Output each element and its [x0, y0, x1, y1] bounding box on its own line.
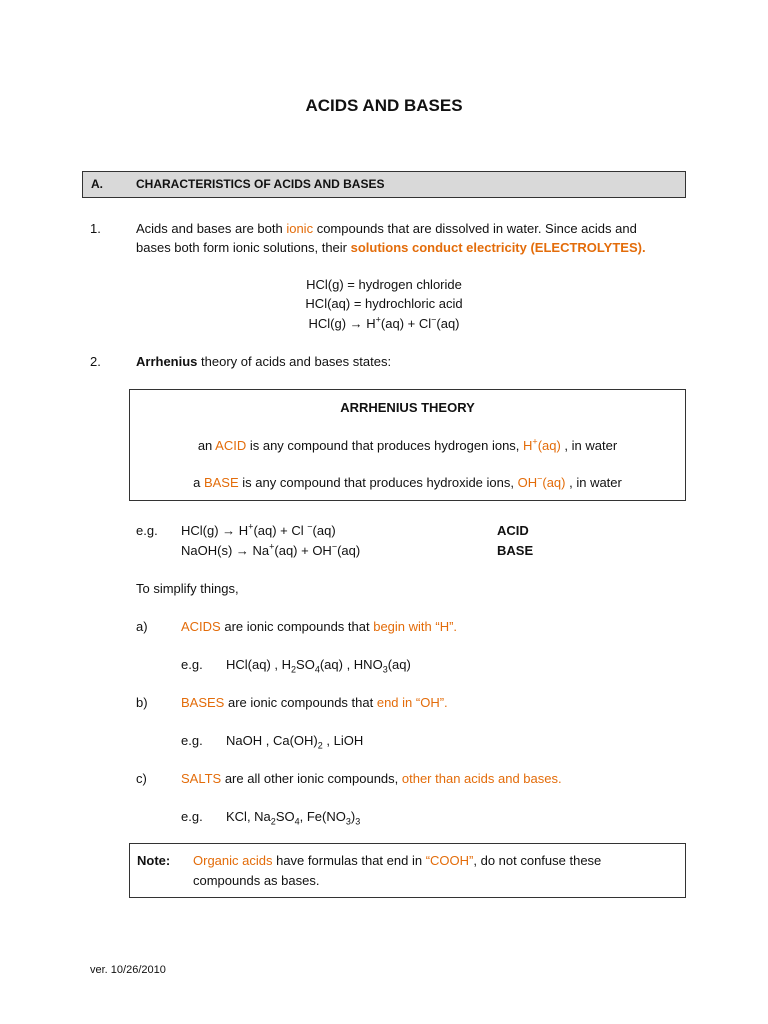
salts-rule: SALTS are all other ionic compounds, other than acids and bases.	[181, 771, 562, 786]
item-number: 2.	[90, 354, 101, 369]
eg-label: e.g.	[181, 657, 203, 672]
section-letter: A.	[91, 177, 103, 191]
arrhenius-theory-box	[129, 389, 686, 501]
note-label: Note:	[137, 853, 171, 868]
list-label-c: c)	[136, 771, 147, 786]
theory-acid-line: an ACID is any compound that produces hydrogen ions, H+(aq) , in water	[197, 436, 618, 453]
note-line1: Organic acids have formulas that end in “COOH”, do not confuse these	[193, 853, 602, 868]
eg-label: e.g.	[181, 809, 203, 824]
acids-examples: HCl(aq) , $H_2SO_4(aq)$ , $HNO_3(aq)$	[226, 657, 411, 675]
eg-label: e.g.	[136, 523, 158, 538]
page-title: ACIDS AND BASES	[305, 96, 463, 115]
eg-label: e.g.	[181, 733, 203, 748]
list-label-a: a)	[136, 619, 148, 634]
simplify-text: To simplify things,	[136, 581, 239, 596]
item2-text: Arrhenius theory of acids and bases states:	[136, 354, 392, 369]
theory-base-line: a BASE is any compound that produces hydroxide ions, OH−(aq) , in water	[193, 473, 622, 490]
acids-rule: ACIDS are ionic compounds that begin with “H”.	[181, 619, 458, 634]
note-box	[129, 843, 686, 898]
theory-title: ARRHENIUS THEORY	[340, 400, 475, 415]
example-base-label: BASE	[497, 543, 534, 558]
example-acid-label: ACID	[497, 523, 529, 538]
note-line2: compounds as bases.	[193, 873, 320, 888]
bases-rule: BASES are ionic compounds that end in “OH”.	[181, 695, 448, 710]
equation-2: HCl(aq) = hydrochloric acid	[305, 296, 463, 311]
equation-3: HCl(g) → H+(aq) + Cl−(aq)	[308, 314, 460, 331]
item1-line1: Acids and bases are both ionic compounds that are dissolved in water. Since acids and	[136, 221, 637, 236]
section-header	[82, 171, 686, 198]
version-footer: ver. 10/26/2010	[90, 964, 166, 976]
item1-line2: bases both form ionic solutions, their solutions conduct electricity (ELECTROLYTES).	[136, 240, 646, 255]
equation-1: HCl(g) = hydrogen chloride	[306, 277, 462, 292]
example-acid-equation: HCl(g) → H+(aq) + Cl −(aq)	[181, 521, 336, 538]
list-label-b: b)	[136, 695, 148, 710]
salts-examples: KCl, $Na_2SO_4$, $Fe(NO_3)_3$	[226, 809, 361, 827]
bases-examples: NaOH , $Ca(OH)_2$ , LiOH	[226, 733, 364, 751]
example-base-equation: NaOH(s) → Na+(aq) + OH−(aq)	[181, 541, 361, 558]
item-number: 1.	[90, 221, 101, 236]
section-heading: CHARACTERISTICS OF ACIDS AND BASES	[136, 177, 385, 191]
